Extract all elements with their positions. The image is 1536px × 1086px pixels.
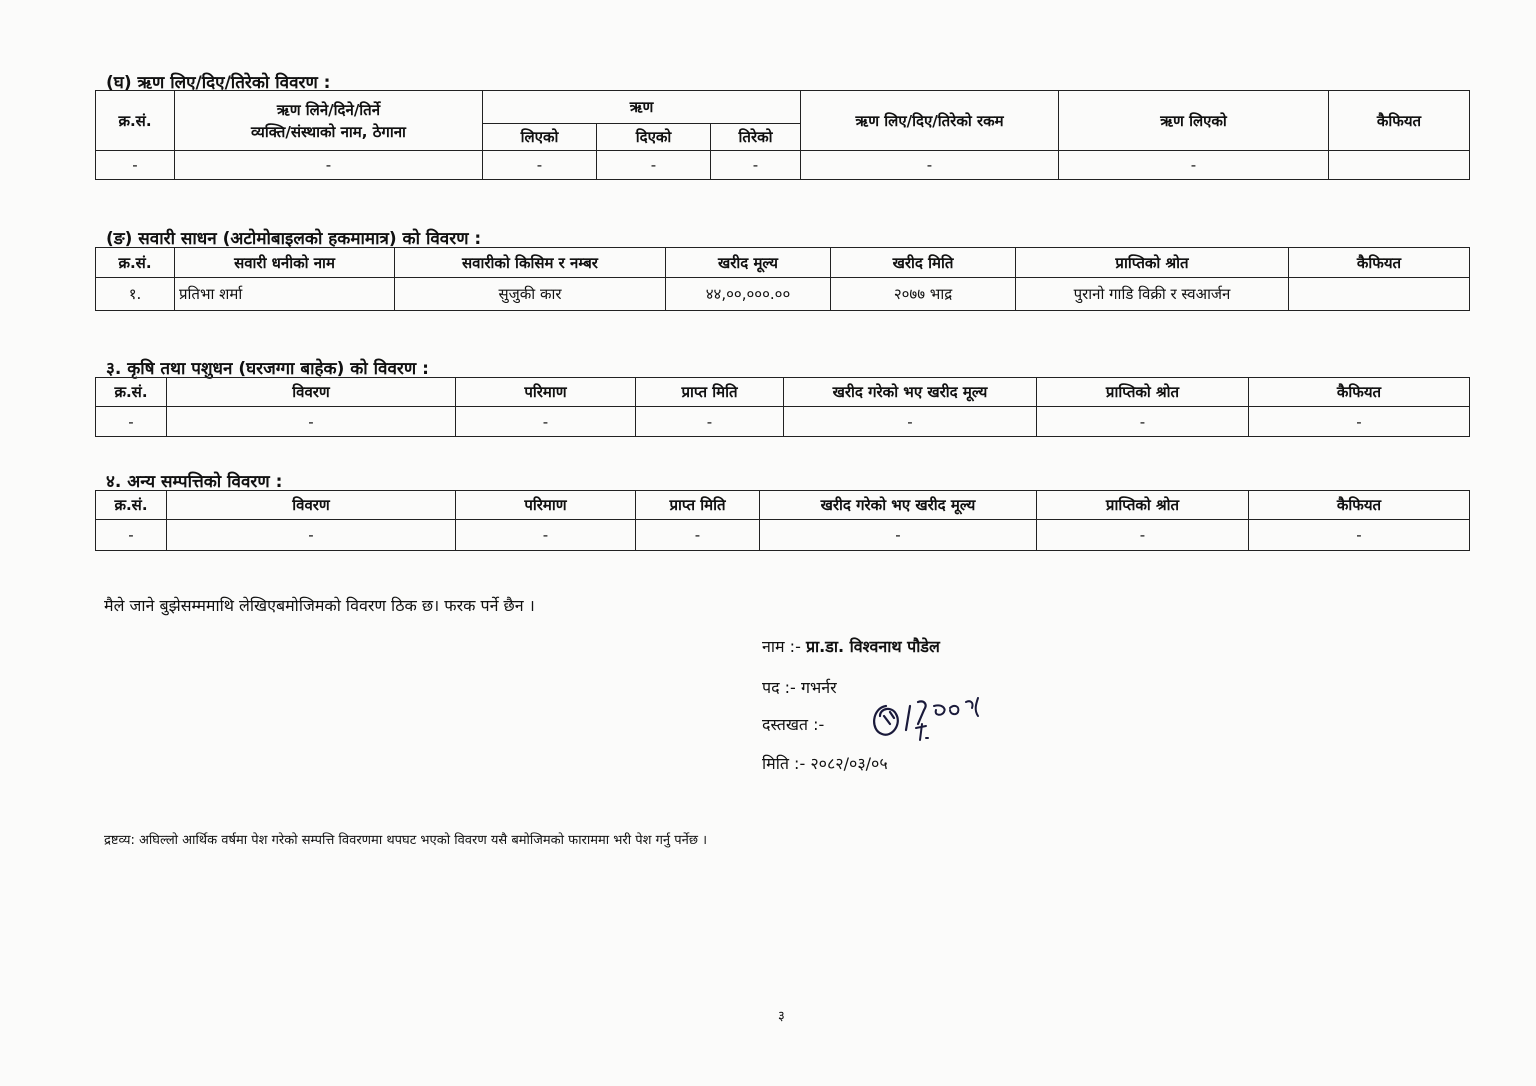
other-assets-section-title: ४. अन्य सम्पत्तिको विवरण :	[106, 472, 283, 492]
agriculture-header-quantity: परिमाण	[456, 378, 636, 407]
table-cell: सुजुकी कार	[395, 278, 666, 311]
other-header-description: विवरण	[167, 491, 456, 520]
declaration-text: मैले जाने बुझेसम्ममाथि लेखिएबमोजिमको विवरण ठिक छ। फरक पर्ने छैन ।	[104, 596, 535, 615]
loans-section-title: (घ) ऋण लिए/दिए/तिरेको विवरण :	[106, 73, 331, 93]
agriculture-header-remarks: कैफियत	[1249, 378, 1470, 407]
page-number: ३	[778, 1009, 785, 1024]
table-cell: -	[1249, 407, 1470, 437]
table-cell: -	[597, 151, 711, 180]
post-value: गभर्नर	[800, 678, 837, 697]
signature-row	[762, 713, 824, 735]
footnote: द्रष्टव्य: अघिल्लो आर्थिक वर्षमा पेश गरेको सम्पत्ति विवरणमा थपघट भएको विवरण यसै बमोजिमको फाराममा भरी पेश गर्नु पर्नेछ ।	[104, 833, 708, 848]
table-row	[96, 151, 1470, 180]
table-cell: -	[1037, 520, 1249, 551]
table-cell	[1289, 278, 1470, 311]
table-cell: १.	[96, 278, 175, 311]
vehicles-table	[95, 247, 1470, 311]
table-cell: -	[1249, 520, 1470, 551]
table-cell: -	[784, 407, 1037, 437]
other-header-date: प्राप्त मिति	[636, 491, 760, 520]
vehicles-header-owner: सवारी धनीको नाम	[175, 248, 395, 278]
loans-header-party	[175, 91, 483, 151]
table-cell: -	[1059, 151, 1329, 180]
vehicles-header-date: खरीद मिति	[831, 248, 1016, 278]
vehicles-header-source: प्राप्तिको श्रोत	[1016, 248, 1289, 278]
table-cell	[1329, 151, 1470, 180]
table-cell: -	[483, 151, 597, 180]
table-cell: -	[456, 407, 636, 437]
table-cell: -	[167, 520, 456, 551]
agriculture-header-description: विवरण	[167, 378, 456, 407]
agriculture-header-date: प्राप्त मिति	[636, 378, 784, 407]
table-row	[96, 278, 1470, 311]
table-cell: -	[711, 151, 801, 180]
date-row	[762, 752, 888, 774]
agriculture-header-price: खरीद गरेको भए खरीद मूल्य	[784, 378, 1037, 407]
loans-header-amount: ऋण लिए/दिए/तिरेको रकम	[801, 91, 1059, 151]
vehicles-section-title: (ङ) सवारी साधन (अटोमोबाइलको हकमामात्र) को विवरण :	[106, 229, 482, 249]
date-value: २०८२/०३/०५	[810, 754, 888, 773]
loans-header-loan: ऋण	[483, 91, 801, 124]
table-row	[96, 520, 1470, 551]
table-cell: -	[1037, 407, 1249, 437]
table-cell: -	[801, 151, 1059, 180]
loans-header-sn: क्र.सं.	[96, 91, 175, 151]
date-label: मिति :-	[762, 754, 806, 773]
post-label: पद :-	[762, 678, 796, 697]
table-cell: -	[96, 407, 167, 437]
table-cell: २०७७ भाद्र	[831, 278, 1016, 311]
agriculture-header-sn: क्र.सं.	[96, 378, 167, 407]
table-cell: -	[636, 407, 784, 437]
vehicles-header-remarks: कैफियत	[1289, 248, 1470, 278]
table-cell: -	[96, 520, 167, 551]
table-cell: -	[636, 520, 760, 551]
handwritten-signature	[866, 694, 1006, 744]
vehicles-header-price: खरीद मूल्य	[666, 248, 831, 278]
loans-header-paid: तिरेको	[711, 124, 801, 151]
table-cell: -	[167, 407, 456, 437]
table-cell: -	[96, 151, 175, 180]
table-cell: प्रतिभा शर्मा	[175, 278, 395, 311]
loans-header-loan-taken: ऋण लिएको	[1059, 91, 1329, 151]
other-header-sn: क्र.सं.	[96, 491, 167, 520]
table-cell: ४४,००,०००.००	[666, 278, 831, 311]
table-cell: -	[456, 520, 636, 551]
table-cell: -	[760, 520, 1037, 551]
loans-header-taken: लिएको	[483, 124, 597, 151]
loans-header-party-line1: ऋण लिने/दिने/तिर्ने	[276, 100, 381, 119]
loans-table	[95, 90, 1470, 180]
name-row	[762, 635, 940, 657]
other-header-price: खरीद गरेको भए खरीद मूल्य	[760, 491, 1037, 520]
vehicles-header-sn: क्र.सं.	[96, 248, 175, 278]
table-cell: -	[175, 151, 483, 180]
agriculture-header-source: प्राप्तिको श्रोत	[1037, 378, 1249, 407]
other-header-quantity: परिमाण	[456, 491, 636, 520]
vehicles-header-type-number: सवारीको किसिम र नम्बर	[395, 248, 666, 278]
agriculture-section-title: ३. कृषि तथा पशुधन (घरजग्गा बाहेक) को विवरण :	[106, 359, 429, 379]
loans-header-given: दिएको	[597, 124, 711, 151]
signature-label: दस्तखत :-	[762, 715, 825, 734]
table-row	[96, 407, 1470, 437]
other-assets-table	[95, 490, 1470, 551]
post-row	[762, 676, 837, 698]
name-value: प्रा.डा. विश्वनाथ पौडेल	[805, 637, 940, 656]
loans-header-party-line2: व्यक्ति/संस्थाको नाम, ठेगाना	[251, 122, 406, 141]
loans-header-remarks: कैफियत	[1329, 91, 1470, 151]
other-header-source: प्राप्तिको श्रोत	[1037, 491, 1249, 520]
name-label: नाम :-	[762, 637, 801, 656]
table-cell: पुरानो गाडि विक्री र स्वआर्जन	[1016, 278, 1289, 311]
other-header-remarks: कैफियत	[1249, 491, 1470, 520]
agriculture-table	[95, 377, 1470, 437]
